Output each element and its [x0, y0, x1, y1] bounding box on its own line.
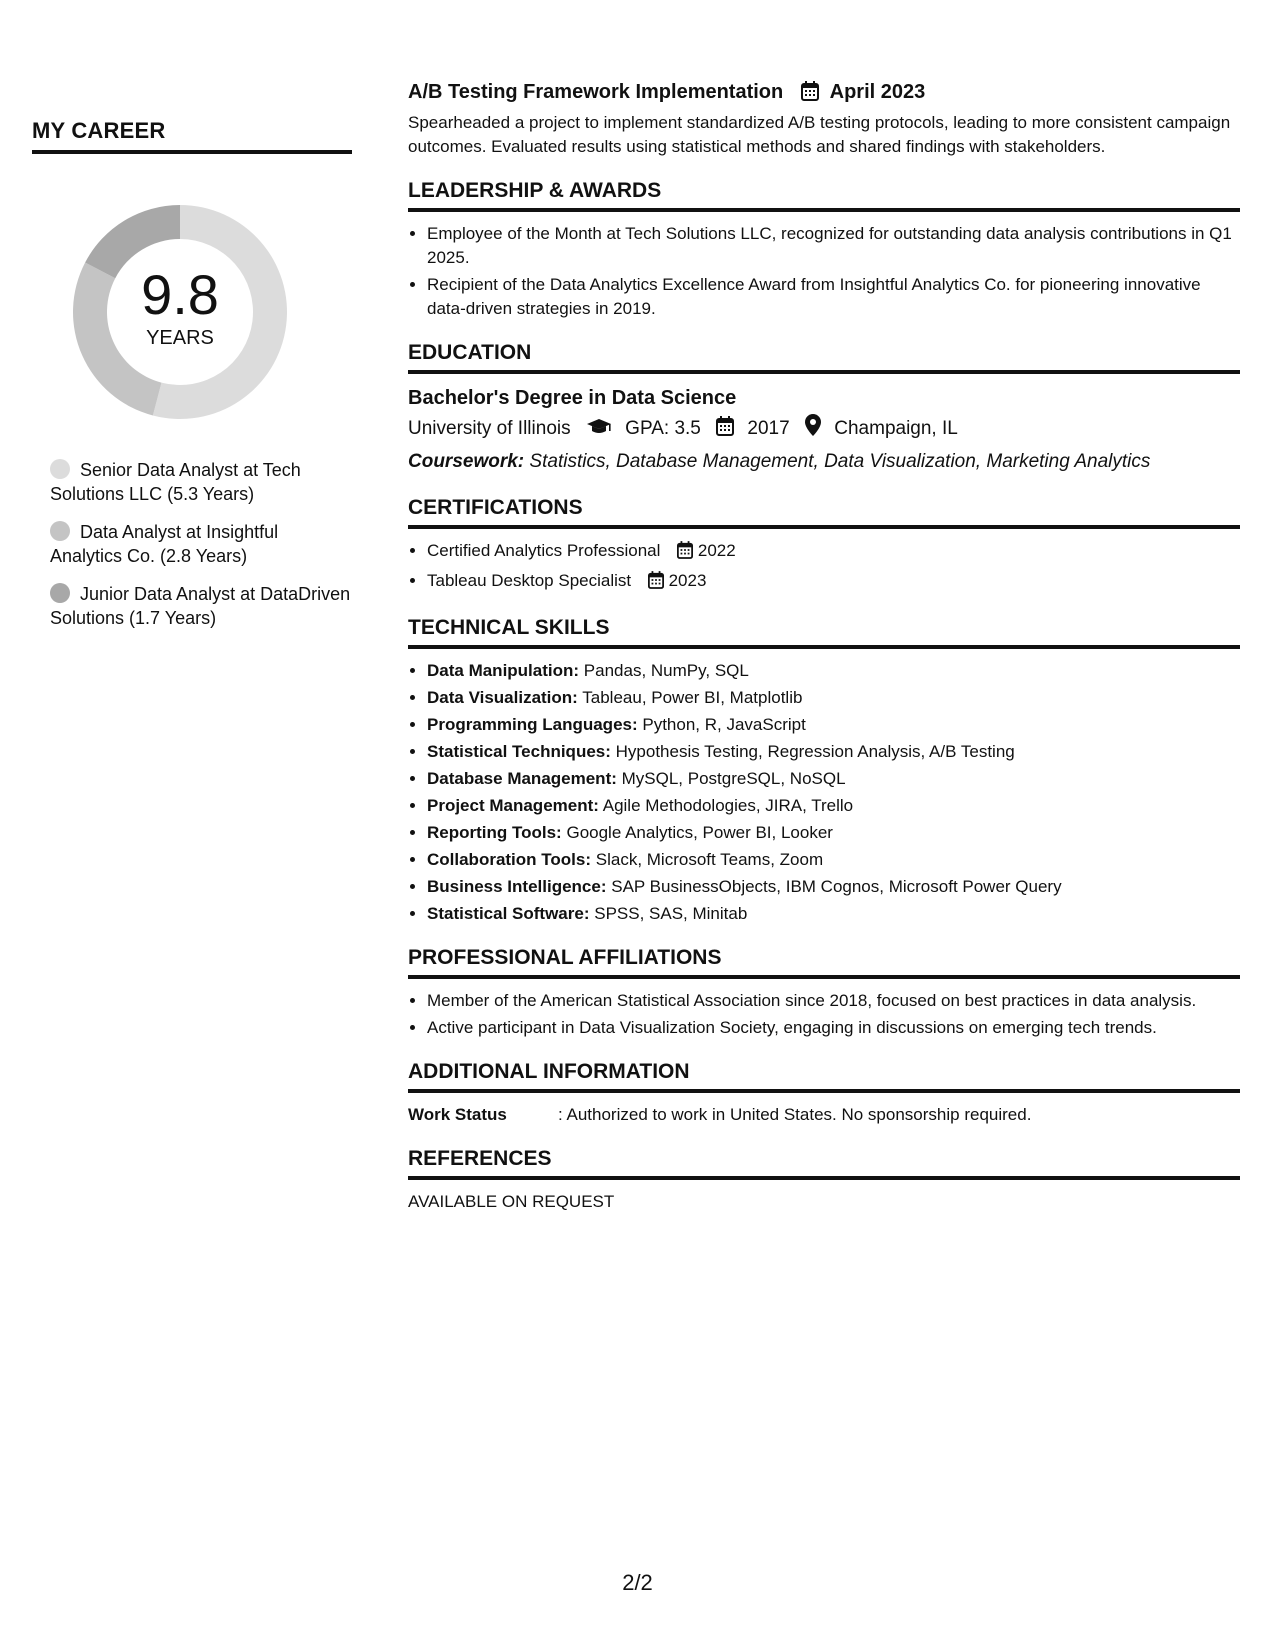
skill-label: Statistical Software: [427, 904, 590, 923]
skill-label: Reporting Tools: [427, 823, 562, 842]
work-status-row [408, 1103, 1240, 1127]
education-degree: Bachelor's Degree in Data Science [408, 387, 737, 409]
map-pin-icon [805, 414, 821, 445]
list-item: • Employee of the Month at Tech Solutions LLC, recognized for outstanding data analysis contributions in Q1 2025. [427, 222, 1240, 270]
leadership-heading: LEADERSHIP & AWARDS [408, 179, 1240, 212]
skills-list [408, 659, 1240, 926]
certification-year: 2022 [697, 541, 736, 560]
skill-value: Pandas, NumPy, SQL [583, 661, 749, 680]
project-title: A/B Testing Framework Implementation [408, 81, 784, 103]
career-donut-chart [66, 198, 294, 426]
career-legend-item [50, 582, 352, 630]
calendar-icon [801, 81, 819, 109]
affiliations-heading: PROFESSIONAL AFFILIATIONS [408, 946, 1240, 979]
list-item: • Active participant in Data Visualization Society, engaging in discussions on emerging tech trends. [427, 1016, 1240, 1040]
legend-dot-icon [50, 459, 70, 479]
education-location: Champaign, IL [834, 418, 958, 439]
affiliations-list [408, 989, 1240, 1040]
skill-label: Project Management: [427, 796, 599, 815]
career-legend-label: Junior Data Analyst at DataDriven Solutions (1.7 Years) [50, 584, 351, 628]
career-sidebar [32, 118, 352, 644]
calendar-icon [677, 541, 693, 566]
work-status-value: : Authorized to work in United States. No sponsorship required. [558, 1105, 1032, 1124]
additional-info-heading: ADDITIONAL INFORMATION [408, 1060, 1240, 1093]
skill-value: Python, R, JavaScript [642, 715, 806, 734]
calendar-icon [648, 571, 664, 596]
skill-label: Data Manipulation: [427, 661, 580, 680]
total-years-value: 9.8 [141, 262, 219, 326]
skill-item [427, 848, 1240, 872]
skill-label: Programming Languages: [427, 715, 638, 734]
skill-value: Slack, Microsoft Teams, Zoom [595, 850, 824, 869]
skill-item [427, 767, 1240, 791]
legend-dot-icon [50, 583, 70, 603]
skills-heading: TECHNICAL SKILLS [408, 616, 1240, 649]
skill-item [427, 686, 1240, 710]
skill-item [427, 875, 1240, 899]
skill-label: Statistical Techniques: [427, 742, 611, 761]
career-legend-label: Data Analyst at Insightful Analytics Co. (2.8 Years) [50, 522, 279, 566]
skill-label: Collaboration Tools: [427, 850, 592, 869]
calendar-icon [716, 416, 734, 445]
education-heading: EDUCATION [408, 341, 1240, 374]
coursework-label: Coursework: [408, 451, 525, 472]
coursework-value: Statistics, Database Management, Data Visualization, Marketing Analytics [529, 451, 1151, 472]
skill-item [427, 740, 1240, 764]
certification-year: 2023 [668, 571, 707, 590]
list-item [427, 569, 1240, 596]
education-school: University of Illinois [408, 418, 571, 439]
skill-value: Google Analytics, Power BI, Looker [566, 823, 833, 842]
skill-label: Database Management: [427, 769, 617, 788]
graduation-cap-icon [586, 417, 612, 445]
work-status-label: Work Status [408, 1105, 507, 1124]
skill-item [427, 794, 1240, 818]
certifications-list [408, 539, 1240, 596]
project-description: Spearheaded a project to implement standardized A/B testing protocols, leading to more consistent campaign outcomes. Evaluated results using statistical methods and shared findings with stakeholders. [408, 113, 1231, 156]
career-legend-label: Senior Data Analyst at Tech Solutions LLC (5.3 Years) [50, 460, 301, 504]
skill-value: Hypothesis Testing, Regression Analysis, A/B Testing [615, 742, 1015, 761]
list-item: • Recipient of the Data Analytics Excellence Award from Insightful Analytics Co. for pioneering innovative data-driven strategies in 2019. [427, 273, 1240, 321]
skill-item [427, 659, 1240, 683]
education-gpa: GPA: 3.5 [625, 418, 701, 439]
education-coursework [408, 448, 1240, 476]
project-date: April 2023 [829, 81, 926, 103]
references-heading: REFERENCES [408, 1147, 1240, 1180]
certification-name: Certified Analytics Professional [427, 541, 661, 560]
total-years-unit: YEARS [146, 326, 214, 349]
skill-value: SPSS, SAS, Minitab [594, 904, 748, 923]
skill-value: Agile Methodologies, JIRA, Trello [602, 796, 854, 815]
list-item [427, 539, 1240, 566]
career-heading: MY CAREER [32, 118, 352, 154]
certifications-heading: CERTIFICATIONS [408, 496, 1240, 529]
leadership-list [408, 222, 1240, 321]
career-legend-item [50, 458, 352, 506]
skill-item [427, 902, 1240, 926]
project-title-row [408, 78, 1240, 109]
references-text: AVAILABLE ON REQUEST [408, 1192, 615, 1211]
skill-item [427, 713, 1240, 737]
donut-center [66, 198, 294, 426]
list-item: • Member of the American Statistical Association since 2018, focused on best practices in data analysis. [427, 989, 1240, 1013]
skill-item [427, 821, 1240, 845]
education-year: 2017 [747, 418, 790, 439]
skill-value: MySQL, PostgreSQL, NoSQL [621, 769, 846, 788]
resume-main [408, 78, 1240, 1214]
skill-value: Tableau, Power BI, Matplotlib [582, 688, 803, 707]
legend-dot-icon [50, 521, 70, 541]
career-legend-item [50, 520, 352, 568]
skill-label: Data Visualization: [427, 688, 578, 707]
page-number: 2/2 [622, 1570, 653, 1595]
certification-name: Tableau Desktop Specialist [427, 571, 632, 590]
career-legend [50, 458, 352, 630]
skill-label: Business Intelligence: [427, 877, 607, 896]
skill-value: SAP BusinessObjects, IBM Cognos, Microsoft Power Query [611, 877, 1062, 896]
education-meta [408, 414, 1240, 445]
